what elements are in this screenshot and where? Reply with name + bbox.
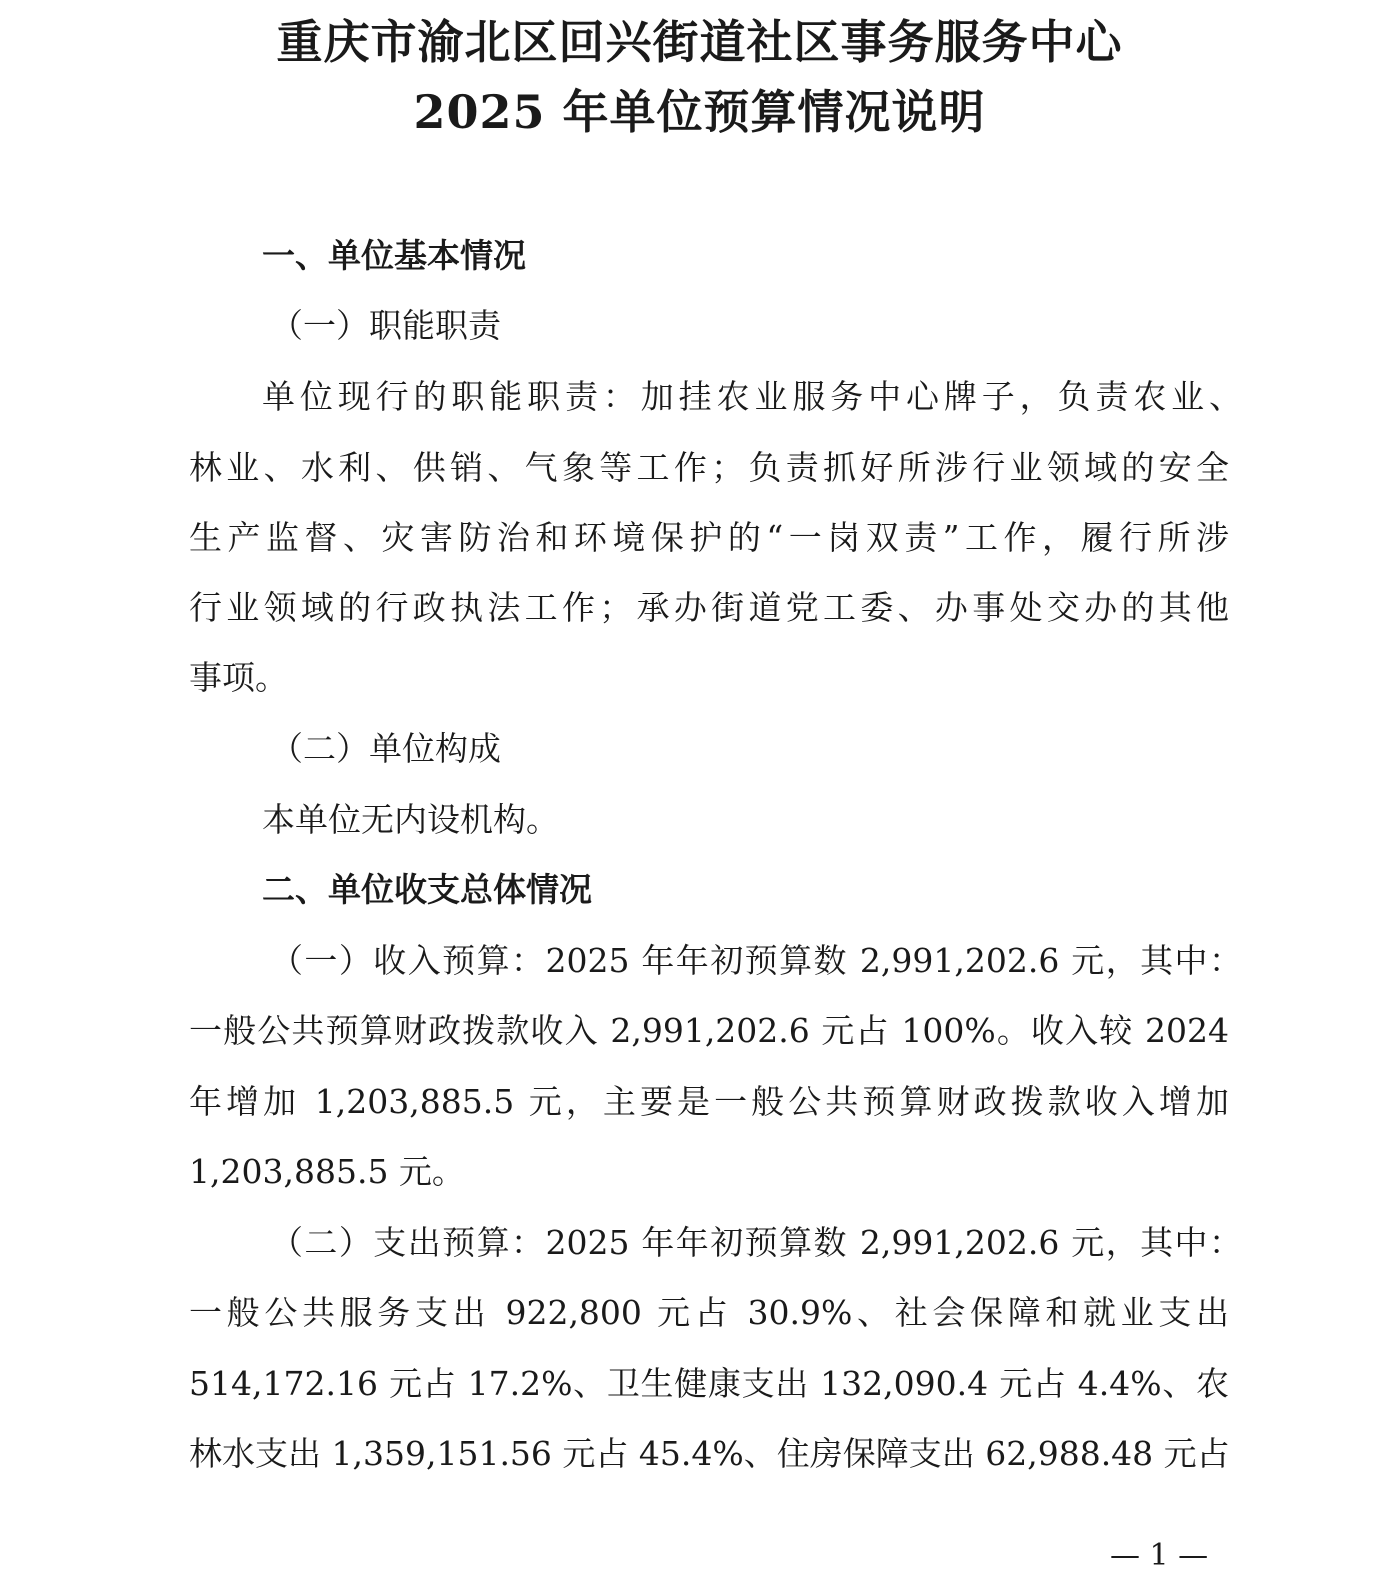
- page-number: — 1 —: [1110, 1538, 1209, 1573]
- paragraph-functions-line: 生产监督、灾害防治和环境保护的“一岗双责”工作，履行所涉: [189, 518, 1229, 557]
- paragraph-composition: 本单位无内设机构。: [262, 800, 559, 839]
- paragraph-functions-line: 事项。: [189, 658, 288, 697]
- paragraph-functions-line: 林业、水利、供销、气象等工作；负责抓好所涉行业领域的安全: [189, 448, 1229, 487]
- paragraph-income-line: （一）收入预算：2025 年年初预算数 2,991,202.6 元，其中：: [270, 941, 1242, 980]
- paragraph-income-line: 一般公共预算财政拨款收入 2,991,202.6 元占 100%。收入较 2024: [189, 1011, 1229, 1050]
- paragraph-functions-line: 行业领域的行政执法工作；承办街道党工委、办事处交办的其他: [189, 588, 1229, 627]
- paragraph-expense-line: 一般公共服务支出 922,800 元占 30.9%、社会保障和就业支出: [189, 1293, 1229, 1332]
- paragraph-expense-line: 514,172.16 元占 17.2%、卫生健康支出 132,090.4 元占 4.4%、农: [189, 1364, 1229, 1403]
- paragraph-expense-line: （二）支出预算：2025 年年初预算数 2,991,202.6 元，其中：: [270, 1223, 1242, 1262]
- section-heading-1: 一、单位基本情况: [262, 236, 526, 275]
- section-heading-2: 二、单位收支总体情况: [262, 870, 592, 909]
- document-title-line-2: 2025 年单位预算情况说明: [413, 85, 986, 139]
- subsection-heading-functions: （一）职能职责: [270, 306, 501, 345]
- document-title-line-1: 重庆市渝北区回兴街道社区事务服务中心: [276, 15, 1123, 69]
- paragraph-income-line: 1,203,885.5 元。: [189, 1152, 465, 1191]
- paragraph-expense-line: 林水支出 1,359,151.56 元占 45.4%、住房保障支出 62,988.48 元占: [189, 1434, 1230, 1473]
- paragraph-functions-line: 单位现行的职能职责：加挂农业服务中心牌子，负责农业、: [262, 377, 1242, 416]
- paragraph-income-line: 年增加 1,203,885.5 元，主要是一般公共预算财政拨款收入增加: [189, 1082, 1229, 1121]
- subsection-heading-composition: （二）单位构成: [270, 729, 501, 768]
